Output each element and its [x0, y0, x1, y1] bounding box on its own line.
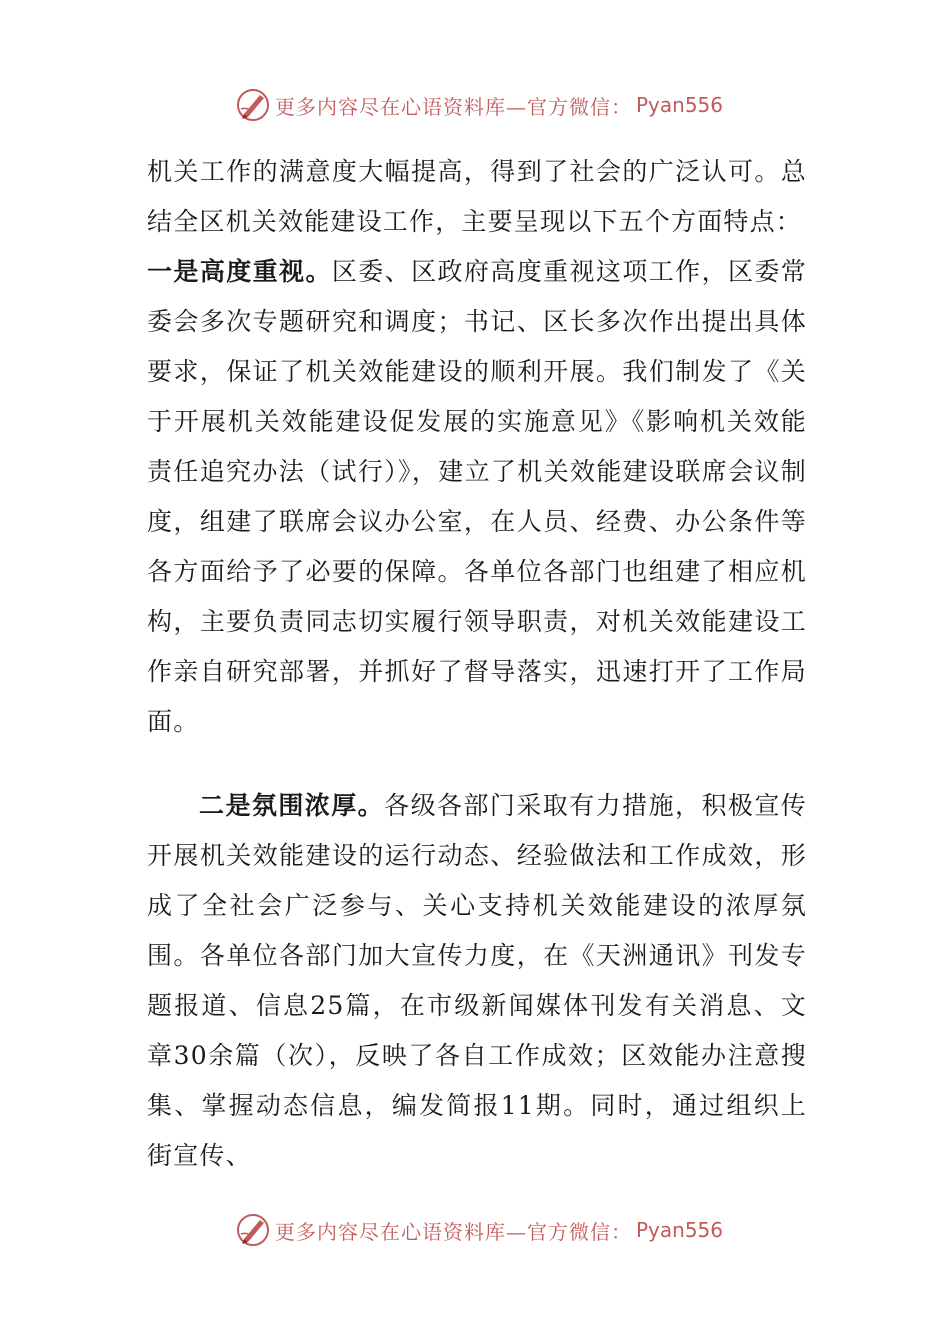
watermark-wechat-id: Pyan556	[635, 1218, 723, 1242]
paragraph-intro: 机关工作的满意度大幅提高，得到了社会的广泛认可。总结全区机关效能建设工作，主要呈现以下五个方面特点：	[147, 157, 807, 236]
watermark-text: 更多内容尽在心语资料库—官方微信：	[274, 1219, 632, 1244]
watermark-wechat-id: Pyan556	[635, 93, 723, 117]
watermark-text: 更多内容尽在心语资料库—官方微信：	[274, 94, 632, 119]
paragraph-section-1	[147, 247, 807, 747]
section-1-body: 区委、区政府高度重视这项工作，区委常委会多次专题研究和调度；书记、区长多次作出提出具体要求，保证了机关效能建设的顺利开展。我们制发了《关于开展机关效能建设促发展的实施意见》《影响机关效能责任追究办法（试行）》，建立了机关效能建设联席会议制度，组建了联席会议办公室，在人员、经费、办公条件等各方面给予了必要的保障。各单位各部门也组建了相应机构，主要负责同志切实履行领导职责，对机关效能建设工作亲自研究部署，并抓好了督导落实，迅速打开了工作局面。	[147, 257, 807, 736]
section-1-heading: 一是高度重视。	[147, 257, 332, 286]
section-2-body: 各级各部门采取有力措施，积极宣传开展机关效能建设的运行动态、经验做法和工作成效，形成了全社会广泛参与、关心支持机关效能建设的浓厚氛围。各单位各部门加大宣传力度，在《天洲通讯》刊发专题报道、信息25篇，在市级新闻媒体刊发有关消息、文章30余篇（次），反映了各自工作成效；区效能办注意搜集、掌握动态信息，编发简报11期。同时，通过组织上街宣传、	[147, 791, 808, 1170]
section-2-heading: 二是氛围浓厚。	[199, 791, 385, 820]
paragraph-section-2	[147, 781, 807, 1181]
paragraph-spacer	[147, 747, 807, 781]
document-body	[147, 147, 807, 1181]
footer-watermark	[0, 1210, 950, 1250]
pen-circle-logo-icon	[235, 1212, 271, 1248]
header-watermark	[0, 85, 950, 125]
pen-circle-logo-icon	[235, 87, 271, 123]
